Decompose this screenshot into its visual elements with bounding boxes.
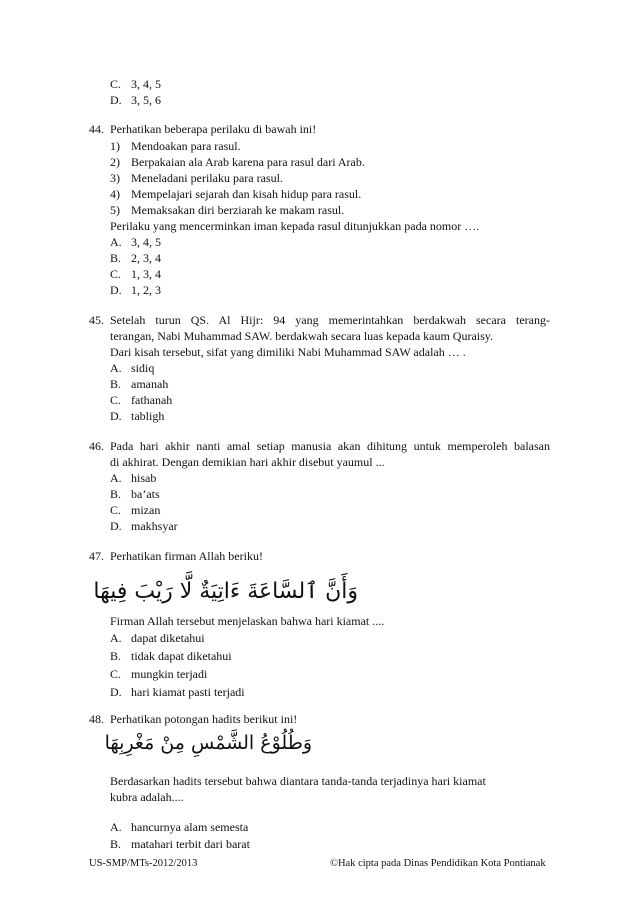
footer-exam-code: US-SMP/MTs-2012/2013	[89, 858, 198, 869]
option-d: D. hari kiamat pasti terjadi	[110, 685, 245, 699]
option-b: B. ba’ats	[110, 487, 160, 501]
option-c: C. mungkin terjadi	[110, 667, 208, 681]
option-d: D. 3, 5, 6	[110, 93, 161, 107]
question-text: Setelah turun QS. Al Hijr: 94 yang memerintahkan berdakwah secara terang-	[110, 313, 550, 327]
question-text: Pada hari akhir nanti amal setiap manusia akan dihitung untuk memperoleh balasan	[110, 439, 550, 453]
question-text: di akhirat. Dengan demikian hari akhir disebut yaumul ...	[110, 455, 385, 469]
question-number: 45.	[89, 313, 104, 327]
question-number: 44.	[89, 122, 104, 136]
question-text: terangan, Nabi Muhammad SAW. berdakwah secara luas kepada kaum Quraisy.	[110, 329, 494, 343]
question-number: 46.	[89, 439, 104, 453]
option-b: B. matahari terbit dari barat	[110, 837, 250, 851]
option-c: C. 3, 4, 5	[110, 77, 161, 91]
list-item: 3) Meneladani perilaku para rasul.	[110, 171, 283, 185]
question-text: Perilaku yang mencerminkan iman kepada rasul ditunjukkan pada nomor ….	[110, 219, 480, 233]
option-a: A. hisab	[110, 471, 157, 485]
footer-copyright: ©Hak cipta pada Dinas Pendidikan Kota Pontianak	[330, 858, 546, 869]
question-stem: Perhatikan beberapa perilaku di bawah ini!	[110, 122, 317, 136]
quran-verse: وَأَنَّ ٱلسَّاعَةَ ءَاتِيَةٌ لَّا رَيْبَ فِيهَا	[93, 579, 358, 604]
option-d: D. makhsyar	[110, 519, 178, 533]
question-text: Berdasarkan hadits tersebut bahwa diantara tanda-tanda terjadinya hari kiamat	[110, 774, 486, 788]
option-a: A. sidiq	[110, 361, 155, 375]
list-item: 2) Berpakaian ala Arab karena para rasul dari Arab.	[110, 155, 365, 169]
list-item: 5) Memaksakan diri berziarah ke makam rasul.	[110, 203, 345, 217]
option-c: C. 1, 3, 4	[110, 267, 161, 281]
hadith-text: وَطُلُوْعُ الشَّمْسِ مِنْ مَغْرِبِهَا	[104, 732, 312, 754]
option-a: A. hancurnya alam semesta	[110, 820, 249, 834]
option-a: A. 3, 4, 5	[110, 235, 161, 249]
option-a: A. dapat diketahui	[110, 631, 205, 645]
option-b: B. tidak dapat diketahui	[110, 649, 232, 663]
option-d: D. 1, 2, 3	[110, 283, 161, 297]
option-c: C. fathanah	[110, 393, 173, 407]
question-number: 48.	[89, 712, 104, 726]
question-text: Dari kisah tersebut, sifat yang dimiliki Nabi Muhammad SAW adalah … .	[110, 345, 466, 359]
question-stem: Perhatikan firman Allah beriku!	[110, 549, 263, 563]
list-item: 1) Mendoakan para rasul.	[110, 139, 241, 153]
question-stem: Perhatikan potongan hadits berikut ini!	[110, 712, 298, 726]
option-b: B. amanah	[110, 377, 169, 391]
list-item: 4) Mempelajari sejarah dan kisah hidup para rasul.	[110, 187, 362, 201]
question-number: 47.	[89, 549, 104, 563]
question-text: Firman Allah tersebut menjelaskan bahwa hari kiamat ....	[110, 614, 385, 628]
option-d: D. tabligh	[110, 409, 165, 423]
question-text: kubra adalah....	[110, 790, 184, 804]
option-b: B. 2, 3, 4	[110, 251, 161, 265]
option-c: C. mizan	[110, 503, 161, 517]
